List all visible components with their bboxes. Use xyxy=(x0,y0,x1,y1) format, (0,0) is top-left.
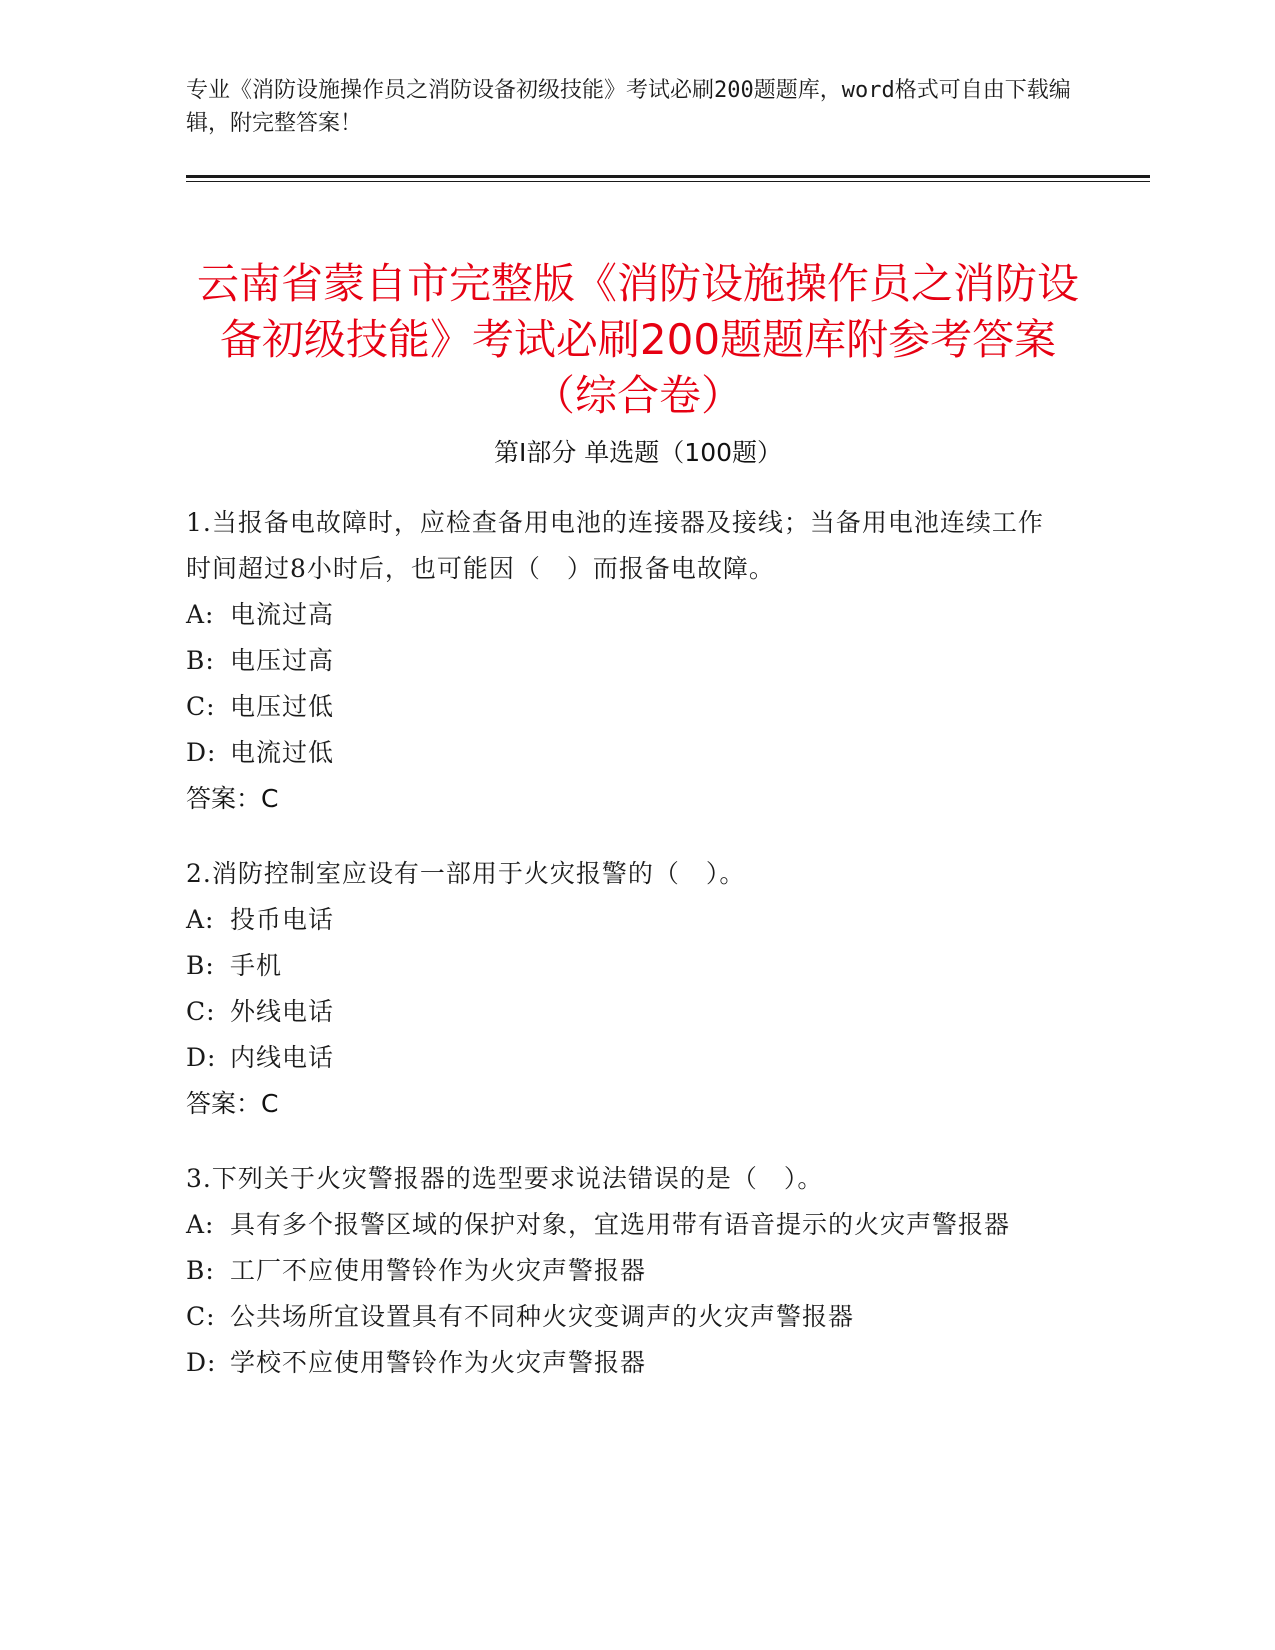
header-rule-thick xyxy=(186,175,1150,178)
question-stem: 3.下列关于火灾警报器的选型要求说法错误的是（ ）。 xyxy=(186,1164,824,1193)
option-key: B: xyxy=(186,646,215,675)
option-text: 学校不应使用警铃作为火灾声警报器 xyxy=(230,1348,647,1377)
option-key: A: xyxy=(186,600,215,629)
option-text: 电流过高 xyxy=(230,600,335,629)
option-d xyxy=(186,1035,1066,1081)
option-text: 电压过高 xyxy=(230,646,335,675)
option-key: D: xyxy=(186,1348,217,1377)
option-d xyxy=(186,730,1066,776)
document-title: 云南省蒙自市完整版《消防设施操作员之消防设备初级技能》考试必刷200题题库附参考答案（综合卷） xyxy=(196,259,1079,421)
option-b xyxy=(186,1248,1066,1294)
question-stem: 2.消防控制室应设有一部用于火灾报警的（ ）。 xyxy=(186,859,746,888)
option-c xyxy=(186,1294,1066,1340)
header-note: 专业《消防设施操作员之消防设备初级技能》考试必刷200题题库，word格式可自由下载编辑，附完整答案！ xyxy=(186,78,1071,136)
option-c xyxy=(186,989,1066,1035)
answer-line: 答案：C xyxy=(186,1089,279,1118)
option-text: 内线电话 xyxy=(230,1043,335,1072)
option-key: C: xyxy=(186,692,216,721)
option-text: 具有多个报警区域的保护对象，宜选用带有语音提示的火灾声警报器 xyxy=(230,1210,1011,1239)
answer-line: 答案：C xyxy=(186,784,279,813)
option-key: B: xyxy=(186,951,215,980)
option-key: A: xyxy=(186,905,215,934)
option-key: A: xyxy=(186,1210,215,1239)
option-c xyxy=(186,684,1066,730)
option-key: B: xyxy=(186,1256,215,1285)
option-key: D: xyxy=(186,1043,217,1072)
option-text: 手机 xyxy=(230,951,283,980)
option-text: 外线电话 xyxy=(230,997,335,1026)
option-key: C: xyxy=(186,997,216,1026)
header-rule-thin xyxy=(186,181,1150,182)
option-key: D: xyxy=(186,738,217,767)
option-b xyxy=(186,638,1066,684)
option-a xyxy=(186,1202,1066,1248)
option-text: 电流过低 xyxy=(230,738,335,767)
question-2 xyxy=(186,851,1066,1127)
section-heading: 第Ⅰ部分 单选题（100题） xyxy=(493,438,783,467)
option-text: 投币电话 xyxy=(230,905,335,934)
option-key: C: xyxy=(186,1302,216,1331)
question-3 xyxy=(186,1156,1066,1386)
question-stem: 1.当报备电故障时，应检查备用电池的连接器及接线；当备用电池连续工作时间超过8小时后，也可能因（ ）而报备电故障。 xyxy=(186,508,1044,583)
question-1 xyxy=(186,500,1066,822)
option-a xyxy=(186,897,1066,943)
option-d xyxy=(186,1340,1066,1386)
option-text: 电压过低 xyxy=(230,692,335,721)
option-b xyxy=(186,943,1066,989)
option-text: 公共场所宜设置具有不同种火灾变调声的火灾声警报器 xyxy=(230,1302,855,1331)
option-text: 工厂不应使用警铃作为火灾声警报器 xyxy=(230,1256,647,1285)
option-a xyxy=(186,592,1066,638)
